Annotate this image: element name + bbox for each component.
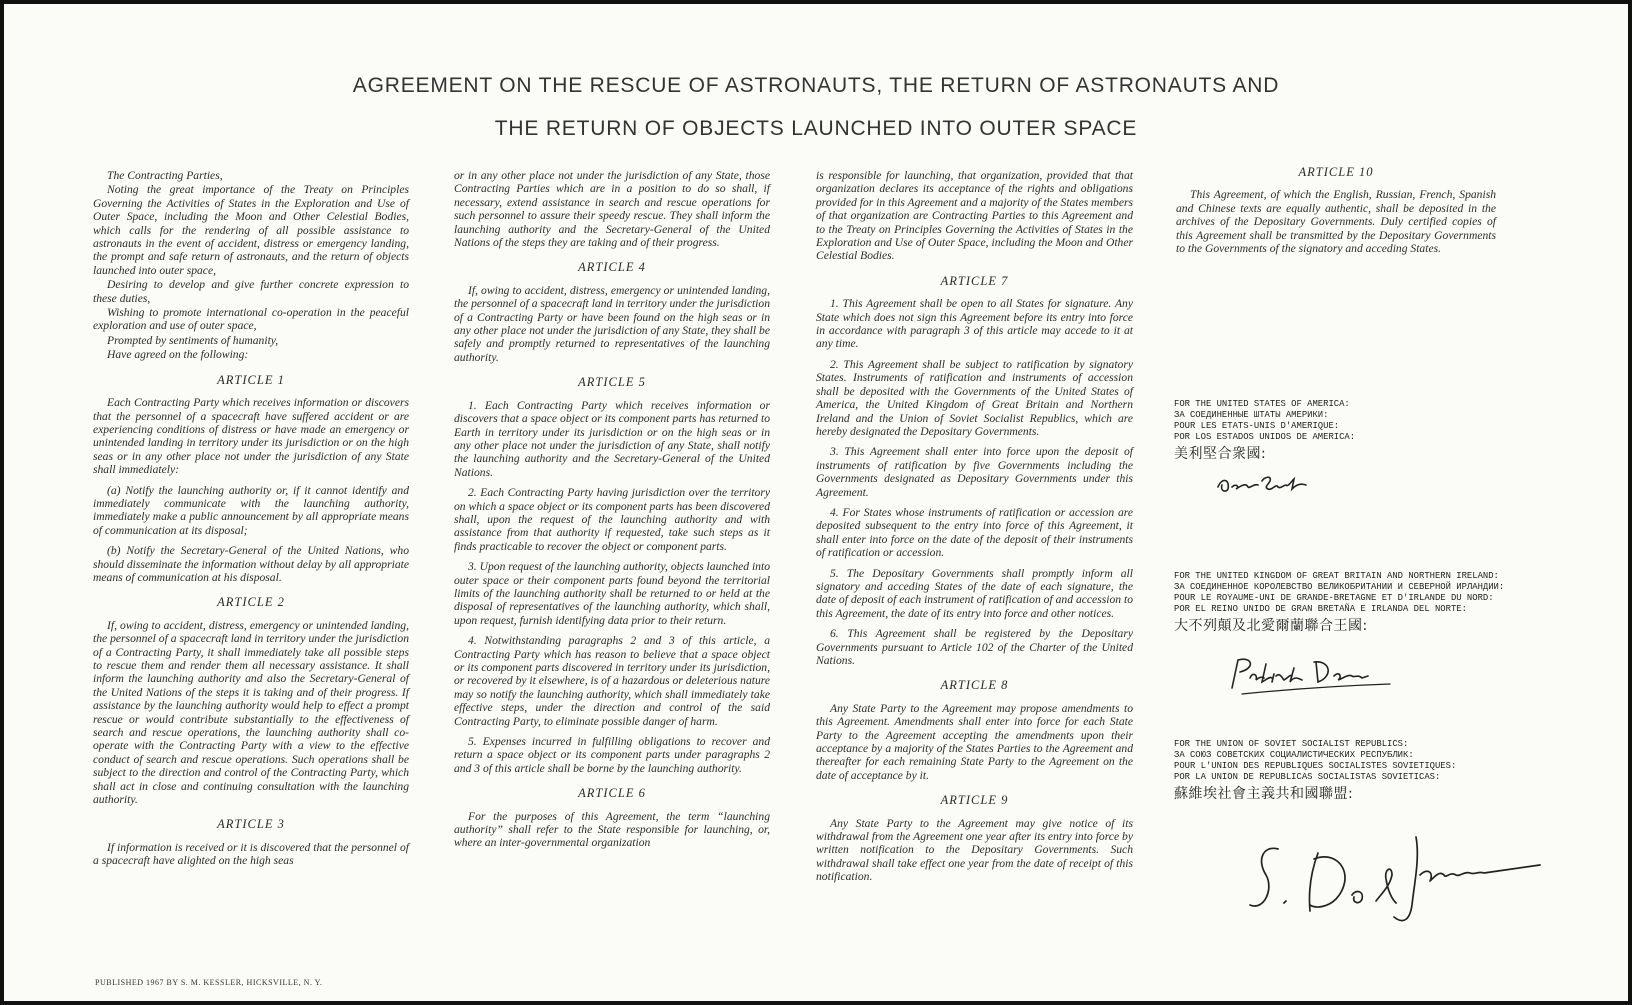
article-5-paragraph: 5. Expenses incurred in fulfilling obligations to recover and return a space object or its component parts under paragraphs 2 and 3 of this article shall be borne by the launching authority.: [454, 735, 770, 775]
preamble-paragraph: Desiring to develop and give further concrete expression to these duties,: [93, 278, 409, 305]
article-5-paragraph: 3. Upon request of the launching authority, objects launched into outer space or their component parts found beyond the territorial limits of the launching authority shall be returned to or held at the disposal of representatives of the launching authority, which shall, upon request, furnish identifying data prior to their return.: [454, 560, 770, 627]
signatory-chinese-line: 大不列顛及北愛爾蘭聯合王國:: [1174, 618, 1368, 634]
article-4-paragraph: If, owing to accident, distress, emergency or unintended landing, the personnel of a spacecraft land in territory under the jurisdiction of a Contracting Party or have been found on the high seas or in any other place not under the jurisdiction of any State, they shall be safely and promptly returned to representatives of the launching authority.: [454, 283, 770, 364]
article-9-paragraph: Any State Party to the Agreement may give notice of its withdrawal from the Agreement one year after its entry into force by written notification to the Depositary Governments. Such withdrawal shall take effect one year from the date of receipt of this notification.: [816, 816, 1133, 884]
article-6-paragraph: For the purposes of this Agreement, the term “launching authority” shall refer to the State responsible for launching, or, where an inter-governmental organization: [454, 809, 770, 850]
article-1-heading: ARTICLE 1: [217, 372, 285, 387]
document-title-line-1: AGREEMENT ON THE RESCUE OF ASTRONAUTS, THE RETURN OF ASTRONAUTS AND: [352, 74, 1280, 97]
article-6-heading: ARTICLE 6: [578, 786, 646, 801]
article-5-heading: ARTICLE 5: [578, 375, 646, 390]
signatory-line: POUR LES ETATS-UNIS D'AMERIQUE:: [1174, 421, 1340, 431]
article-7-paragraph: 1. This Agreement shall be open to all States for signature. Any State which does not sign this Agreement before its entry into force in accordance with paragraph 3 of this article may accede to it at any time.: [816, 297, 1133, 351]
article-5-paragraph: 4. Notwithstanding paragraphs 2 and 3 of this article, a Contracting Party which has reason to believe that a space object or its component parts discovered in territory under its jurisdiction, or recovered by it elsewhere, is of a hazardous or deleterious nature may so notify the launching authority, which shall immediately take effective steps, under the direction and control of the said Contracting Party, to eliminate possible danger of harm.: [454, 634, 770, 728]
article-10-heading: ARTICLE 10: [1298, 165, 1374, 179]
signatory-chinese-line: 美利堅合衆國:: [1174, 446, 1267, 462]
text-column-1: [93, 169, 409, 875]
preamble-paragraph: The Contracting Parties,: [107, 169, 223, 182]
article-7-paragraph: 5. The Depositary Governments shall promptly inform all signatory and acceding States of the date of each signature, the date of deposit of each instrument of ratification of and accession to this Agreement, the date of its entry into force and other notices.: [816, 566, 1133, 620]
signatory-line: FOR THE UNITED STATES OF AMERICA:: [1174, 399, 1350, 409]
article-1-paragraph: (a) Notify the launching authority or, if it cannot identify and immediately communicate with the launching authority, immediately make a public announcement by all appropriate means of communication at its disposal;: [93, 483, 409, 537]
article-3-heading: ARTICLE 3: [217, 817, 285, 832]
publisher-footer: PUBLISHED 1967 BY S. M. KESSLER, HICKSVILLE, N. Y.: [95, 978, 323, 987]
document-title-line-2: THE RETURN OF OBJECTS LAUNCHED INTO OUTER SPACE: [494, 117, 1138, 140]
article-7-heading: ARTICLE 7: [940, 273, 1009, 288]
signature-usa: [1214, 469, 1314, 497]
article-2-heading: ARTICLE 2: [217, 595, 285, 610]
article-8-paragraph: Any State Party to the Agreement may propose amendments to this Agreement. Amendments shall enter into force for each State Party to the Agreement accepting the amendments upon their acceptance by a majority of the States Parties to the Agreement and thereafter for each remaining State Party to the Agreement on the date of acceptance by it.: [816, 701, 1133, 782]
article-5-paragraph: 1. Each Contracting Party which receives information or discovers that a space object or its component parts has returned to Earth in territory under its jurisdiction or on the high seas or in any other place not under the jurisdiction of any State, shall notify the launching authority and the Secretary-General of the United Nations.: [454, 398, 770, 479]
article-9-heading: ARTICLE 9: [940, 793, 1009, 808]
article-3-continuation: or in any other place not under the jurisdiction of any State, those Contracting Parties which are in a position to do so shall, if necessary, extend assistance in search and rescue operations for such personnel to assure their speedy rescue. They shall inform the launching authority and the Secretary-General of the United Nations of the steps they are taking and of their progress.: [454, 169, 770, 250]
signatory-block-uk: [1174, 571, 1504, 632]
preamble-paragraph: Wishing to promote international co-operation in the peaceful exploration and use of outer space,: [93, 306, 409, 333]
signatory-chinese-line: 蘇維埃社會主義共和國聯盟:: [1174, 786, 1354, 802]
signatory-line: ЗА СОЕДИНЕННЫЕ ШТАТЫ АМЕРИКИ:: [1174, 410, 1329, 420]
signatory-line: FOR THE UNION OF SOVIET SOCIALIST REPUBLICS:: [1174, 739, 1409, 749]
signature-uk: [1222, 652, 1392, 702]
article-7-paragraph: 6. This Agreement shall be registered by the Depositary Governments pursuant to Article 102 of the Charter of the United Nations.: [816, 627, 1133, 667]
article-2-paragraph: If, owing to accident, distress, emergency or unintended landing, the personnel of a spacecraft land in territory under the jurisdiction of a Contracting Party, it shall immediately take all possible steps to rescue them and render them all necessary assistance. It shall inform the launching authority and also the Secretary-General of the United Nations of the steps it is taking and of their progress. If assistance by the launching authority would help to effect a prompt rescue or would contribute substantially to the effectiveness of search and rescue operations, the launching authority shall co-operate with the Contracting Party with a view to the effective conduct of search and rescue operations. Such operations shall be subject to the direction and control of the Contracting Party, which shall act in close and continuing consultation with the launching authority.: [93, 618, 409, 807]
text-column-3: [816, 169, 1133, 891]
signatory-line: POUR LE ROYAUME-UNI DE GRANDE-BRETAGNE ET D'IRLANDE DU NORD:: [1174, 593, 1494, 603]
signatory-line: POUR L'UNION DES REPUBLIQUES SOCIALISTES SOVIETIQUES:: [1174, 761, 1457, 771]
article-7-paragraph: 2. This Agreement shall be subject to ratification by signatory States. Instruments of ratification and instruments of accession shall be deposited with the Governments of the United States of America, the United Kingdom of Great Britain and Northern Ireland and the Union of Soviet Socialist Republics, which are hereby designated the Depositary Governments.: [816, 357, 1133, 438]
article-10-paragraph: This Agreement, of which the English, Russian, French, Spanish and Chinese texts are equally authentic, shall be deposited in the archives of the Depositary Governments. Duly certified copies of this Agreement shall be transmitted by the Depositary Governments to the Governments of the signatory and acceding States.: [1176, 188, 1496, 256]
preamble-paragraph: Prompted by sentiments of humanity,: [107, 333, 279, 347]
signatory-block-ussr: [1174, 739, 1456, 800]
article-7-paragraph: 3. This Agreement shall enter into force upon the deposit of instruments of ratification by five Governments including the Governments designated as Depositary Governments under this Agreement.: [816, 445, 1133, 499]
article-8-heading: ARTICLE 8: [940, 678, 1009, 693]
article-1-paragraph: Each Contracting Party which receives information or discovers that the personnel of a spacecraft have suffered accident or are experiencing conditions of distress or have made an emergency or unintended landing in territory under its jurisdiction or on the high seas or in any other place not under the jurisdiction of any State shall immediately:: [93, 396, 409, 477]
signatory-block-usa: [1174, 399, 1355, 460]
signatory-line: ЗА СОЮЗ СОВЕТСКИХ СОЦИАЛИСТИЧЕСКИХ РЕСПУБЛИК:: [1174, 750, 1414, 760]
signatory-line: ЗА СОЕДИНЕННОЕ КОРОЛЕВСТВО ВЕЛИКОБРИТАНИИ И СЕВЕРНОЙ ИРЛАНДИИ:: [1174, 582, 1505, 592]
article-3-paragraph: If information is received or it is discovered that the personnel of a spacecraft have alighted on the high seas: [93, 840, 409, 868]
article-4-heading: ARTICLE 4: [578, 260, 646, 275]
text-column-4: [1176, 166, 1496, 262]
preamble-paragraph: Have agreed on the following:: [107, 348, 249, 362]
article-6-continuation: is responsible for launching, that organization, provided that that organization declares its acceptance of the rights and obligations provided for in this Agreement and a majority of the States members of that organization are Contracting Parties to this Agreement and to the Treaty on Principles Governing the Activities of States in the Exploration and Use of Outer Space, including the Moon and Other Celestial Bodies.: [816, 169, 1133, 263]
preamble-paragraph: Noting the great importance of the Treaty on Principles Governing the Activities of States in the Exploration and Use of Outer Space, including the Moon and Other Celestial Bodies, which calls for the rendering of all possible assistance to astronauts in the event of accident, distress or emergency landing, the prompt and safe return of astronauts, and the return of objects launched into outer space,: [93, 183, 409, 277]
signatory-line: FOR THE UNITED KINGDOM OF GREAT BRITAIN AND NORTHERN IRELAND:: [1174, 571, 1499, 581]
signatory-line: POR LA UNION DE REPUBLICAS SOCIALISTAS SOVIETICAS:: [1174, 772, 1441, 782]
signatory-line: POR LOS ESTADOS UNIDOS DE AMERICA:: [1174, 432, 1356, 442]
article-5-paragraph: 2. Each Contracting Party having jurisdiction over the territory on which a space object or its component parts has been discovered shall, upon the request of the launching authority and with assistance from that authority if requested, take such steps as it finds practicable to recover the object or component parts.: [454, 486, 770, 553]
signature-ussr: [1244, 819, 1544, 929]
text-column-2: [454, 169, 770, 857]
article-7-paragraph: 4. For States whose instruments of ratification or accession are deposited subsequent to the entry into force of this Agreement, it shall enter into force on the date of the deposit of their instruments of ratification or accession.: [816, 505, 1133, 560]
article-1-paragraph: (b) Notify the Secretary-General of the United Nations, who should disseminate the information without delay by all appropriate means of communication at his disposal.: [93, 544, 409, 584]
signatory-line: POR EL REINO UNIDO DE GRAN BRETAÑA E IRLANDA DEL NORTE:: [1174, 604, 1467, 614]
